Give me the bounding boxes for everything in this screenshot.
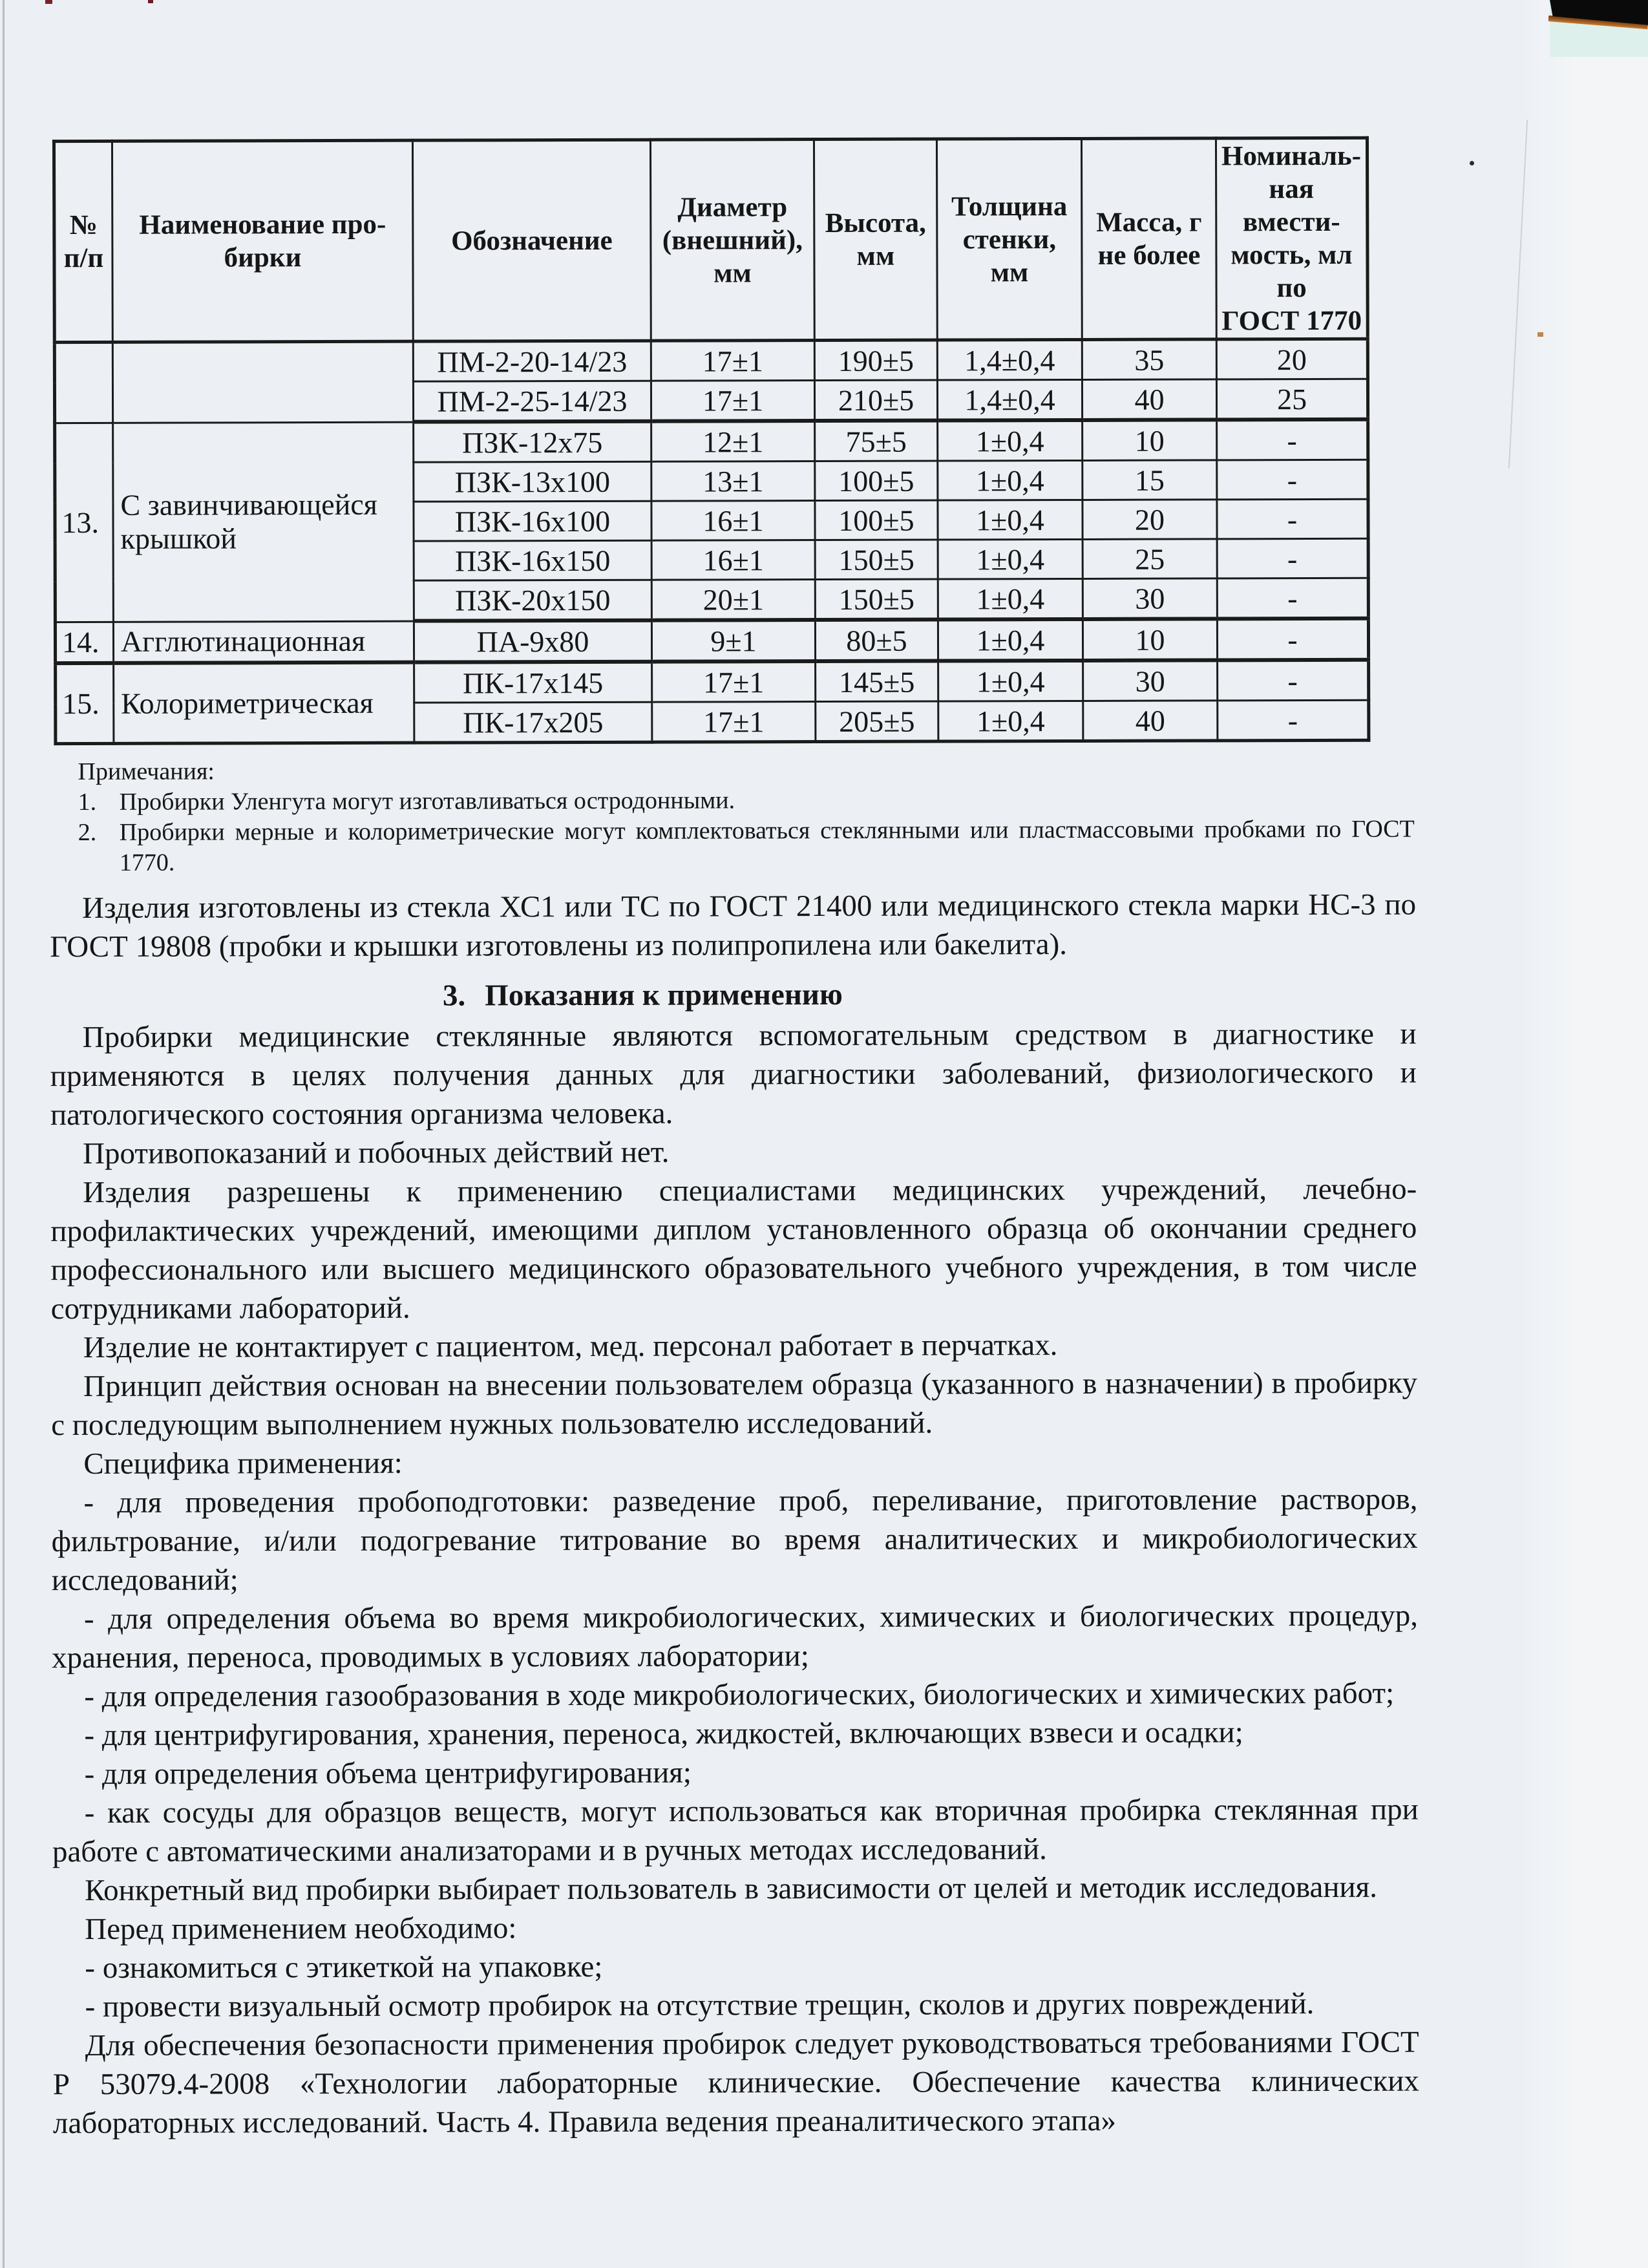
note-item bbox=[78, 814, 1415, 878]
table-cell: 16±1 bbox=[651, 540, 815, 580]
table-cell: 13±1 bbox=[651, 461, 815, 502]
table-body bbox=[54, 339, 1369, 743]
table-cell: 1±0,4 bbox=[938, 460, 1083, 500]
note-items bbox=[78, 784, 1415, 878]
table-cell: 40 bbox=[1082, 379, 1216, 420]
table-row bbox=[54, 339, 1368, 382]
table-cell: - bbox=[1218, 660, 1369, 701]
table-cell: ПК-17x205 bbox=[414, 702, 652, 743]
paragraph: - для проведения пробоподготовки: разведение проб, переливание, приготовление растворов, фильтрование, и/или подогревание титрование во время аналитических и микробиологических исследований; bbox=[51, 1482, 1418, 1598]
table-cell: 20±1 bbox=[651, 580, 815, 620]
table-cell: 1±0,4 bbox=[938, 539, 1083, 579]
table-cell: 17±1 bbox=[652, 661, 816, 702]
paragraph: Специфика применения: bbox=[83, 1446, 403, 1481]
note-text: Пробирки мерные и колориметрические могут комплектоваться стеклянными или пластмассовыми пробками по ГОСТ 1770. bbox=[119, 815, 1415, 876]
table-cell: ПЗК-12x75 bbox=[414, 421, 651, 462]
table-cell: 30 bbox=[1083, 578, 1217, 619]
paragraph: Перед применением необходимо: bbox=[85, 1911, 517, 1946]
table-cell: 150±5 bbox=[815, 579, 938, 620]
column-header: Обозначение bbox=[412, 140, 651, 341]
tube-name-cell: Агглютинационная bbox=[113, 621, 414, 663]
column-header: Масса, г не более bbox=[1081, 138, 1216, 340]
table-cell: 15 bbox=[1083, 460, 1217, 500]
table-cell: 17±1 bbox=[651, 381, 814, 421]
row-number-cell bbox=[54, 342, 112, 423]
table-cell: - bbox=[1217, 538, 1368, 578]
table-header-row bbox=[54, 138, 1368, 342]
table-cell: 75±5 bbox=[815, 421, 938, 461]
tube-name-cell: С завинчивающейся крышкой bbox=[113, 422, 414, 622]
table-cell: - bbox=[1218, 700, 1369, 741]
table-cell: ПК-17x145 bbox=[414, 662, 652, 703]
table-cell: ПЗК-13x100 bbox=[414, 461, 651, 502]
column-header: Номиналь- ная вмести- мость, мл по ГОСТ 1770 bbox=[1216, 138, 1368, 339]
paragraph: - провести визуальный осмотр пробирок на отсутствие трещин, сколов и других повреждений. bbox=[85, 1987, 1315, 2024]
table-cell: - bbox=[1217, 619, 1368, 661]
table-cell: ПЗК-16x100 bbox=[414, 501, 651, 541]
table-cell: - bbox=[1217, 578, 1368, 619]
table-cell: 17±1 bbox=[652, 702, 816, 743]
table-cell: ПМ-2-20-14/23 bbox=[413, 341, 651, 381]
notes-block bbox=[78, 754, 1414, 878]
table-cell: 30 bbox=[1083, 660, 1218, 701]
table-cell: 150±5 bbox=[815, 540, 938, 579]
table-cell: - bbox=[1217, 460, 1368, 500]
paragraph: - как сосуды для образцов веществ, могут использоваться как вторичная пробирка стеклянная при работе с автоматическими анализаторами и в ручных методах исследований. bbox=[52, 1792, 1419, 1869]
table-cell: 20 bbox=[1216, 339, 1368, 379]
tube-specifications-table bbox=[52, 136, 1370, 745]
table-cell: ПЗК-20x150 bbox=[414, 580, 651, 620]
table-cell: - bbox=[1217, 499, 1368, 539]
table-cell: 25 bbox=[1216, 379, 1368, 419]
table-cell: 190±5 bbox=[814, 340, 937, 380]
paragraph: Противопоказаний и побочных действий нет. bbox=[83, 1135, 670, 1171]
paragraph: Для обеспечения безопасности применения пробирок следует руководствоваться требованиями ГОСТ Р 53079.4-2008 «Технологии лабораторные клинические. Обеспечение качества клинических лабораторных исследований. Часть 4. Правила ведения преаналитического этапа» bbox=[52, 2025, 1419, 2141]
row-number-cell: 13. bbox=[55, 423, 114, 622]
note-number: 2. bbox=[78, 818, 97, 847]
section-heading bbox=[100, 974, 1185, 1017]
column-header: Наименование про- бирки bbox=[112, 140, 413, 342]
materials-paragraph: Изделия изготовлены из стекла ХС1 или ТС по ГОСТ 21400 или медицинского стекла марки НС-3 по ГОСТ 19808 (пробки и крышки изготовлены из полипропилена или бакелита). bbox=[50, 887, 1417, 964]
table-cell: 100±5 bbox=[815, 461, 938, 500]
table-cell: 10 bbox=[1083, 419, 1217, 460]
table-cell: 35 bbox=[1082, 339, 1216, 380]
table-cell: 20 bbox=[1083, 500, 1217, 540]
table-row bbox=[56, 660, 1369, 704]
table-cell: ПЗК-16x150 bbox=[414, 540, 651, 580]
table-cell: 9±1 bbox=[651, 620, 815, 662]
table-cell: 205±5 bbox=[816, 701, 938, 741]
column-header: Диаметр (внешний), мм bbox=[650, 140, 814, 341]
row-number-cell: 14. bbox=[55, 622, 113, 663]
table-cell: 145±5 bbox=[816, 661, 938, 702]
paragraph: - для центрифугирования, хранения, переноса, жидкостей, включающих взвеси и осадки; bbox=[84, 1715, 1243, 1752]
table-cell: 100±5 bbox=[815, 500, 938, 540]
column-header: № п/п bbox=[54, 141, 112, 342]
table-cell: 210±5 bbox=[814, 380, 937, 421]
table-cell: 12±1 bbox=[651, 421, 815, 461]
row-number-cell: 15. bbox=[56, 663, 114, 744]
paragraph: Принцип действия основан на внесении пользователем образца (указанного в назначении) в пробирку с последующим выполнением нужных пользователю исследований. bbox=[51, 1366, 1418, 1443]
tube-name-cell: Колориметрическая bbox=[114, 662, 414, 744]
table-cell: 80±5 bbox=[815, 620, 938, 661]
table-cell: 25 bbox=[1083, 539, 1217, 579]
note-item bbox=[78, 784, 1415, 818]
tube-name-cell bbox=[112, 341, 413, 423]
table-cell: 16±1 bbox=[651, 501, 815, 541]
table-cell: ПМ-2-25-14/23 bbox=[413, 381, 651, 421]
table-cell: 40 bbox=[1083, 701, 1218, 741]
paragraph: Пробирки медицинские стеклянные являются вспомогательным средством в диагностике и применяются в целях получения данных для диагностики заболеваний, физиологического и патологического состояния организма человека. bbox=[50, 1017, 1417, 1132]
notes-title: Примечания: bbox=[78, 758, 215, 786]
table-row bbox=[55, 419, 1368, 463]
body-text bbox=[50, 885, 1419, 2143]
table-cell: - bbox=[1217, 419, 1368, 460]
section-title: Показания к применению bbox=[485, 977, 843, 1013]
table-cell: 17±1 bbox=[651, 341, 814, 381]
column-header: Толщина стенки, мм bbox=[936, 138, 1082, 340]
table-row bbox=[55, 619, 1368, 663]
paragraph: - для определения объема во время микробиологических, химических и биологических процедур, хранения, переноса, проводимых в условиях лаборатории; bbox=[52, 1598, 1419, 1675]
table-cell: 1±0,4 bbox=[938, 420, 1083, 461]
table-cell: 1±0,4 bbox=[938, 578, 1083, 619]
paragraph: - для определения объема центрифугирования; bbox=[84, 1755, 692, 1791]
table-header bbox=[54, 138, 1368, 342]
note-text: Пробирки Уленгута могут изготавливаться остродонными. bbox=[119, 787, 735, 816]
table-cell: 1±0,4 bbox=[938, 619, 1083, 661]
paragraph: Конкретный вид пробирки выбирает пользователь в зависимости от целей и методик исследования. bbox=[84, 1870, 1378, 1907]
note-number: 1. bbox=[78, 788, 97, 816]
paragraph: - для определения газообразования в ходе микробиологических, биологических и химических работ; bbox=[84, 1676, 1395, 1713]
table-cell: 10 bbox=[1083, 619, 1217, 661]
section-number: 3. bbox=[442, 979, 466, 1013]
table-cell: 1±0,4 bbox=[938, 701, 1083, 741]
paragraph: Изделия разрешены к применению специалистами медицинских учреждений, лечебно-профилактических учреждений, имеющими диплом установленного образца об окончании среднего профессионального или высшего медицинского образовательного учебного учреждения, в том числе сотрудниками лабораторий. bbox=[50, 1172, 1417, 1326]
paragraph: Изделие не контактирует с пациентом, мед. персонал работает в перчатках. bbox=[83, 1328, 1058, 1365]
table-cell: 1,4±0,4 bbox=[937, 339, 1082, 380]
table-cell: 1,4±0,4 bbox=[937, 379, 1082, 420]
paragraph: - ознакомиться с этикеткой на упаковке; bbox=[85, 1949, 603, 1985]
table-cell: 1±0,4 bbox=[938, 661, 1083, 701]
table-cell: ПА-9x80 bbox=[414, 620, 651, 662]
table-cell: 1±0,4 bbox=[938, 500, 1083, 540]
paragraphs-container bbox=[50, 1015, 1420, 2143]
column-header: Высота, мм bbox=[814, 139, 937, 340]
